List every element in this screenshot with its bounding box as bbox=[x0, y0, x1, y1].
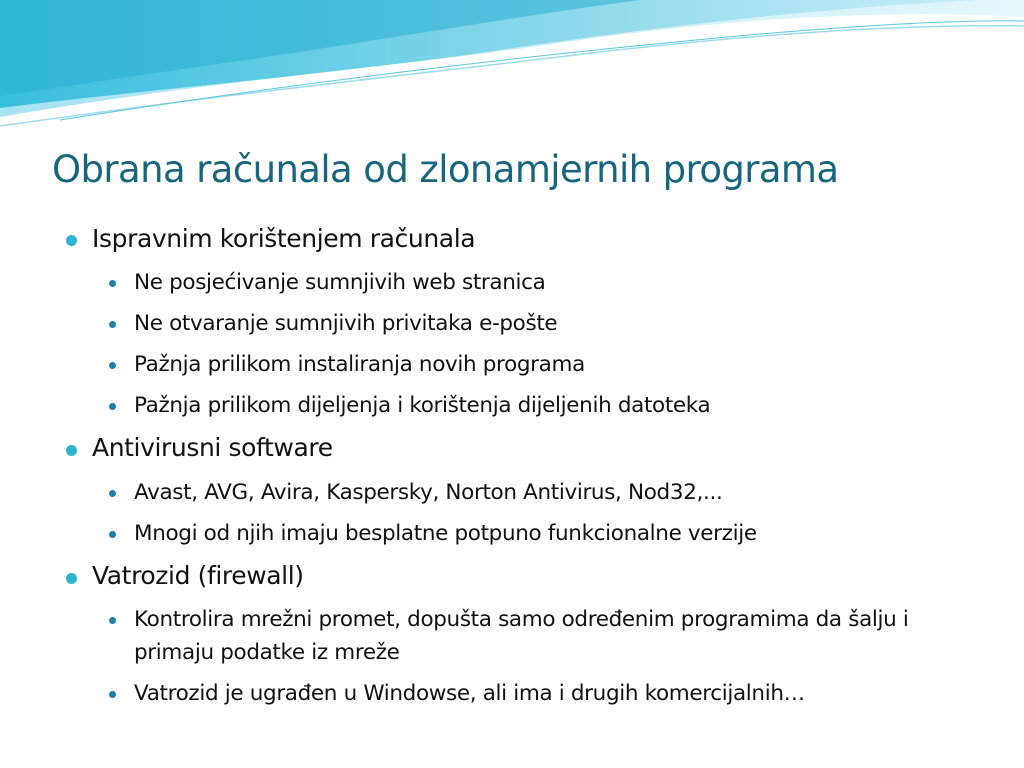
sub-bullet-item: Vatrozid je ugrađen u Windowse, ali ima i drugih komercijalnih… bbox=[134, 681, 805, 706]
sub-bullet-marker-icon bbox=[109, 321, 116, 328]
bullet-item: Vatrozid (firewall) bbox=[92, 561, 304, 590]
sub-bullet-item: Kontrolira mrežni promet, dopušta samo određenim programima da šalju i primaju podatke iz mreže bbox=[134, 607, 909, 665]
sub-bullet-item: Ne posjećivanje sumnjivih web stranica bbox=[134, 270, 546, 295]
sub-bullet-item: Mnogi od njih imaju besplatne potpuno funkcionalne verzije bbox=[134, 521, 757, 546]
sub-bullet-marker-icon bbox=[109, 691, 116, 698]
sub-bullet-item: Pažnja prilikom instaliranja novih programa bbox=[134, 352, 585, 377]
sub-bullet-item: Pažnja prilikom dijeljenja i korištenja dijeljenih datoteka bbox=[134, 393, 711, 418]
bullet-item: Ispravnim korištenjem računala bbox=[92, 224, 476, 253]
sub-bullet-marker-icon bbox=[109, 280, 116, 287]
sub-bullet-marker-icon bbox=[109, 490, 116, 497]
bullet-item: Antivirusni software bbox=[92, 433, 333, 462]
sub-bullet-item: Ne otvaranje sumnjivih privitaka e-pošte bbox=[134, 311, 558, 336]
sub-bullet-marker-icon bbox=[109, 617, 116, 624]
header-wave-decoration bbox=[0, 0, 1024, 130]
sub-bullet-marker-icon bbox=[109, 362, 116, 369]
bullet-marker-icon bbox=[66, 573, 77, 584]
sub-bullet-marker-icon bbox=[109, 403, 116, 410]
bullet-marker-icon bbox=[66, 235, 77, 246]
sub-bullet-item: Avast, AVG, Avira, Kaspersky, Norton Antivirus, Nod32,... bbox=[134, 480, 723, 505]
bullet-marker-icon bbox=[66, 445, 77, 456]
sub-bullet-marker-icon bbox=[109, 531, 116, 538]
slide-title: Obrana računala od zlonamjernih programa bbox=[52, 148, 839, 191]
